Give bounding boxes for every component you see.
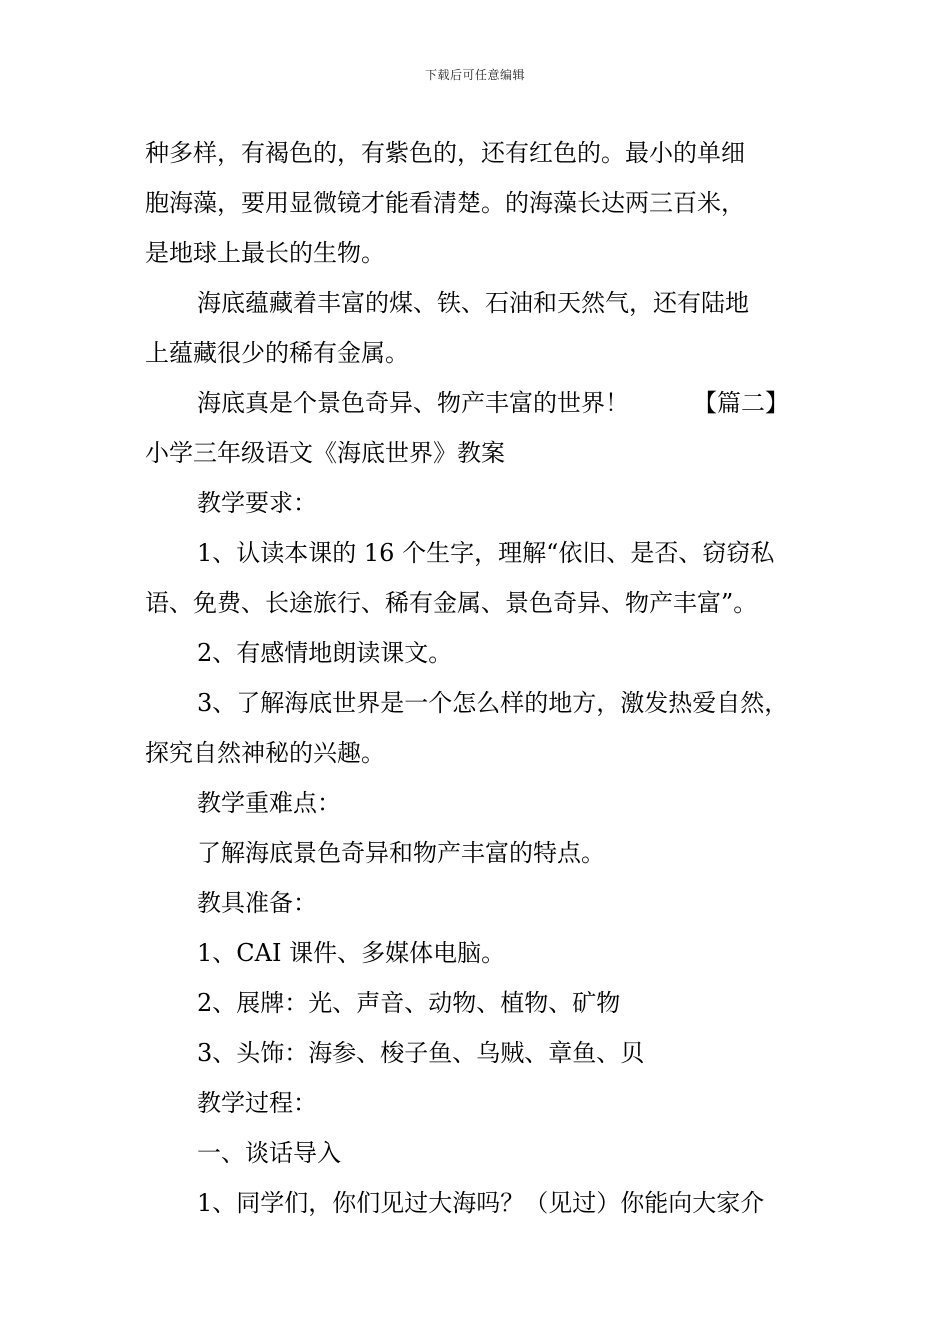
paragraph-line: 是地球上最长的生物。	[145, 239, 385, 267]
list-item: 1、CAI 课件、多媒体电脑。	[197, 939, 506, 967]
section-title: 小学三年级语文《海底世界》教案	[145, 439, 505, 467]
list-item-continuation: 语、免费、长途旅行、稀有金属、景色奇异、物产丰富”。	[145, 589, 758, 617]
paragraph-line	[145, 378, 825, 428]
paragraph-line: 了解海底景色奇异和物产丰富的特点。	[197, 839, 605, 867]
paragraph-line: 种多样，有褐色的，有紫色的，还有红色的。最小的单细	[145, 139, 745, 167]
paragraph-line: 胞海藻，要用显微镜才能看清楚。的海藻长达两三百米，	[145, 189, 745, 217]
section-heading: 教学过程：	[197, 1089, 317, 1117]
list-item: 3、了解海底世界是一个怎么样的地方，激发热爱自然，	[197, 689, 789, 717]
section-heading: 教学要求：	[197, 489, 317, 517]
list-item: 1、同学们，你们见过大海吗？（见过）你能向大家介	[197, 1189, 765, 1217]
page-header: 下载后可任意编辑	[424, 68, 525, 82]
list-item: 1、认读本课的 16 个生字，理解“依旧、是否、窃窃私	[197, 539, 775, 567]
section-tag: 【篇二】	[693, 389, 789, 417]
paragraph-line: 海底蕴藏着丰富的煤、铁、石油和天然气，还有陆地	[197, 289, 749, 317]
subsection-heading: 一、谈话导入	[197, 1139, 341, 1167]
section-heading: 教学重难点：	[197, 789, 341, 817]
document-body	[145, 128, 825, 1228]
paragraph-text: 海底真是个景色奇异、物产丰富的世界！	[197, 389, 629, 417]
list-item: 2、有感情地朗读课文。	[197, 639, 453, 667]
list-item: 3、头饰：海参、梭子鱼、乌贼、章鱼、贝	[197, 1039, 645, 1067]
section-heading: 教具准备：	[197, 889, 317, 917]
list-item: 2、展牌：光、声音、动物、植物、矿物	[197, 989, 621, 1017]
list-item-continuation: 探究自然神秘的兴趣。	[145, 739, 385, 767]
paragraph-line: 上蕴藏很少的稀有金属。	[145, 339, 409, 367]
